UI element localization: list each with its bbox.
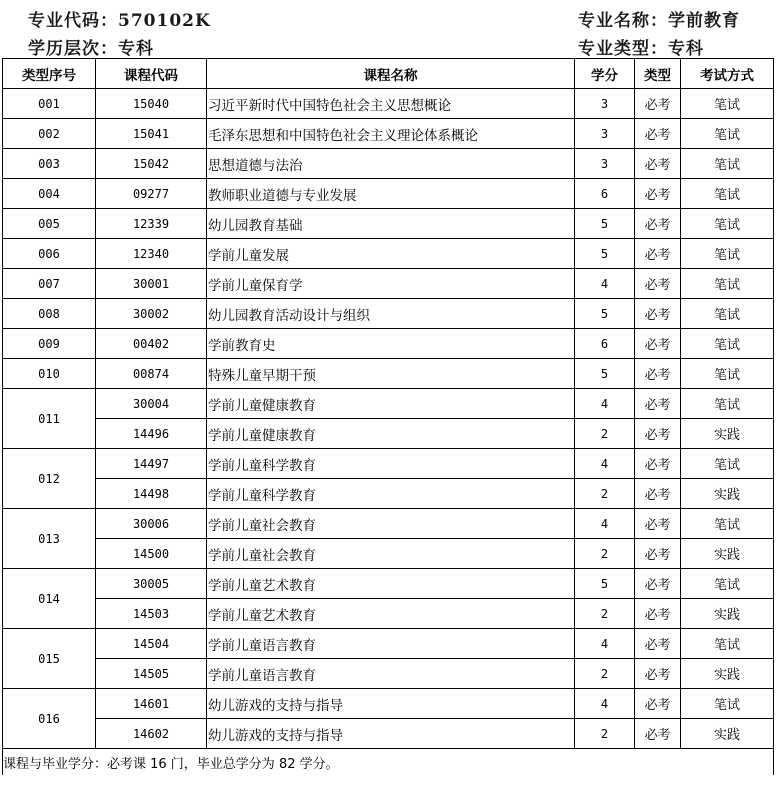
credit-cell: 3 — [575, 119, 635, 149]
credit-cell: 5 — [575, 299, 635, 329]
col-header-credit: 学分 — [575, 59, 635, 89]
exam-method-cell: 笔试 — [681, 569, 774, 599]
course-code-cell: 30006 — [96, 509, 207, 539]
course-type-cell: 必考 — [635, 269, 681, 299]
course-type-cell: 必考 — [635, 689, 681, 719]
course-name-cell: 学前儿童社会教育 — [207, 509, 575, 539]
course-name-cell: 学前儿童科学教育 — [207, 479, 575, 509]
credit-cell: 6 — [575, 179, 635, 209]
course-code-cell: 14497 — [96, 449, 207, 479]
course-type-cell: 必考 — [635, 149, 681, 179]
type-seq-cell: 005 — [3, 209, 96, 239]
credit-cell: 3 — [575, 89, 635, 119]
course-name-cell: 学前儿童健康教育 — [207, 419, 575, 449]
course-type-cell: 必考 — [635, 629, 681, 659]
course-code-cell: 12340 — [96, 239, 207, 269]
course-code-cell: 09277 — [96, 179, 207, 209]
course-name-cell: 思想道德与法治 — [207, 149, 575, 179]
type-seq-cell: 009 — [3, 329, 96, 359]
exam-method-cell: 笔试 — [681, 299, 774, 329]
course-name-cell: 特殊儿童早期干预 — [207, 359, 575, 389]
exam-method-cell: 笔试 — [681, 689, 774, 719]
type-seq-cell: 011 — [3, 389, 96, 449]
exam-method-cell: 实践 — [681, 419, 774, 449]
credit-cell: 5 — [575, 569, 635, 599]
exam-method-cell: 实践 — [681, 599, 774, 629]
course-code-cell: 14496 — [96, 419, 207, 449]
course-code-cell: 30005 — [96, 569, 207, 599]
type-seq-cell: 010 — [3, 359, 96, 389]
course-type-cell: 必考 — [635, 179, 681, 209]
course-name-cell: 学前儿童语言教育 — [207, 659, 575, 689]
course-code-cell: 14602 — [96, 719, 207, 749]
exam-method-cell: 实践 — [681, 719, 774, 749]
credit-cell: 3 — [575, 149, 635, 179]
exam-method-cell: 笔试 — [681, 449, 774, 479]
credit-cell: 2 — [575, 539, 635, 569]
credit-cell: 2 — [575, 719, 635, 749]
type-seq-cell: 003 — [3, 149, 96, 179]
type-seq-cell: 007 — [3, 269, 96, 299]
type-seq-cell: 001 — [3, 89, 96, 119]
graduation-credit-note: 课程与毕业学分：必考课 16 门，毕业总学分为 82 学分。 — [3, 749, 774, 776]
table-row — [3, 329, 774, 359]
exam-method-cell: 笔试 — [681, 119, 774, 149]
course-type-cell: 必考 — [635, 89, 681, 119]
course-type-cell: 必考 — [635, 659, 681, 689]
exam-method-cell: 笔试 — [681, 389, 774, 419]
type-seq-cell: 015 — [3, 629, 96, 689]
course-code-cell: 14498 — [96, 479, 207, 509]
credit-cell: 4 — [575, 629, 635, 659]
major-type: 专业类型：专科 — [578, 39, 704, 59]
credit-cell: 2 — [575, 479, 635, 509]
course-code-cell: 00402 — [96, 329, 207, 359]
course-type-cell: 必考 — [635, 449, 681, 479]
table-row — [3, 239, 774, 269]
exam-method-cell: 笔试 — [681, 329, 774, 359]
course-type-cell: 必考 — [635, 239, 681, 269]
table-row — [3, 449, 774, 479]
type-seq-cell: 012 — [3, 449, 96, 509]
table-row — [3, 299, 774, 329]
type-seq-cell: 014 — [3, 569, 96, 629]
course-name-cell: 学前儿童科学教育 — [207, 449, 575, 479]
course-code-cell: 00874 — [96, 359, 207, 389]
course-code-cell: 30001 — [96, 269, 207, 299]
course-name-cell: 学前儿童发展 — [207, 239, 575, 269]
table-row — [3, 479, 774, 509]
exam-method-cell: 实践 — [681, 479, 774, 509]
exam-method-cell: 实践 — [681, 539, 774, 569]
col-header-seq: 类型序号 — [3, 59, 96, 89]
credit-cell: 2 — [575, 659, 635, 689]
table-body — [3, 89, 774, 749]
type-seq-cell: 016 — [3, 689, 96, 749]
exam-method-cell: 笔试 — [681, 509, 774, 539]
table-row — [3, 149, 774, 179]
course-code-cell: 14601 — [96, 689, 207, 719]
major-code: 专业代码：570102K — [28, 11, 211, 31]
col-header-type: 类型 — [635, 59, 681, 89]
course-name-cell: 幼儿游戏的支持与指导 — [207, 719, 575, 749]
credit-cell: 4 — [575, 509, 635, 539]
course-name-cell: 学前儿童语言教育 — [207, 629, 575, 659]
course-name-cell: 学前儿童社会教育 — [207, 539, 575, 569]
exam-method-cell: 笔试 — [681, 89, 774, 119]
table-header-row — [3, 59, 774, 89]
table-row — [3, 359, 774, 389]
table-row — [3, 509, 774, 539]
credit-cell: 2 — [575, 599, 635, 629]
course-code-cell: 30004 — [96, 389, 207, 419]
course-type-cell: 必考 — [635, 329, 681, 359]
table-row — [3, 719, 774, 749]
table-row — [3, 689, 774, 719]
table-row — [3, 179, 774, 209]
course-code-cell: 15040 — [96, 89, 207, 119]
col-header-name: 课程名称 — [207, 59, 575, 89]
course-code-cell: 15041 — [96, 119, 207, 149]
course-type-cell: 必考 — [635, 479, 681, 509]
table-row — [3, 629, 774, 659]
credit-cell: 5 — [575, 239, 635, 269]
credit-cell: 5 — [575, 209, 635, 239]
col-header-exam: 考试方式 — [681, 59, 774, 89]
course-type-cell: 必考 — [635, 569, 681, 599]
exam-method-cell: 笔试 — [681, 359, 774, 389]
table-row — [3, 119, 774, 149]
course-code-cell: 14500 — [96, 539, 207, 569]
course-name-cell: 幼儿园教育基础 — [207, 209, 575, 239]
course-type-cell: 必考 — [635, 599, 681, 629]
table-row — [3, 419, 774, 449]
table-row — [3, 599, 774, 629]
course-table — [2, 58, 774, 775]
type-seq-cell: 008 — [3, 299, 96, 329]
exam-method-cell: 笔试 — [681, 209, 774, 239]
course-type-cell: 必考 — [635, 389, 681, 419]
course-code-cell: 30002 — [96, 299, 207, 329]
course-type-cell: 必考 — [635, 119, 681, 149]
credit-cell: 4 — [575, 689, 635, 719]
course-code-cell: 12339 — [96, 209, 207, 239]
course-name-cell: 学前教育史 — [207, 329, 575, 359]
course-type-cell: 必考 — [635, 359, 681, 389]
type-seq-cell: 013 — [3, 509, 96, 569]
table-row — [3, 389, 774, 419]
col-header-code: 课程代码 — [96, 59, 207, 89]
table-row — [3, 659, 774, 689]
credit-cell: 4 — [575, 449, 635, 479]
course-code-cell: 14504 — [96, 629, 207, 659]
course-name-cell: 教师职业道德与专业发展 — [207, 179, 575, 209]
course-code-cell: 15042 — [96, 149, 207, 179]
type-seq-cell: 006 — [3, 239, 96, 269]
exam-method-cell: 笔试 — [681, 269, 774, 299]
course-name-cell: 学前儿童艺术教育 — [207, 599, 575, 629]
course-type-cell: 必考 — [635, 299, 681, 329]
exam-method-cell: 实践 — [681, 659, 774, 689]
course-type-cell: 必考 — [635, 419, 681, 449]
exam-method-cell: 笔试 — [681, 239, 774, 269]
table-row — [3, 539, 774, 569]
credit-cell: 6 — [575, 329, 635, 359]
credit-cell: 4 — [575, 389, 635, 419]
table-row — [3, 89, 774, 119]
course-type-cell: 必考 — [635, 719, 681, 749]
course-type-cell: 必考 — [635, 209, 681, 239]
exam-method-cell: 笔试 — [681, 629, 774, 659]
credit-cell: 5 — [575, 359, 635, 389]
course-code-cell: 14505 — [96, 659, 207, 689]
course-name-cell: 学前儿童艺术教育 — [207, 569, 575, 599]
education-level: 学历层次：专科 — [28, 39, 154, 59]
exam-method-cell: 笔试 — [681, 149, 774, 179]
exam-method-cell: 笔试 — [681, 179, 774, 209]
table-row — [3, 209, 774, 239]
course-name-cell: 幼儿游戏的支持与指导 — [207, 689, 575, 719]
course-type-cell: 必考 — [635, 509, 681, 539]
course-code-cell: 14503 — [96, 599, 207, 629]
table-row — [3, 269, 774, 299]
course-name-cell: 学前儿童健康教育 — [207, 389, 575, 419]
footer-row — [3, 749, 774, 776]
course-type-cell: 必考 — [635, 539, 681, 569]
course-name-cell: 学前儿童保育学 — [207, 269, 575, 299]
type-seq-cell: 004 — [3, 179, 96, 209]
credit-cell: 4 — [575, 269, 635, 299]
course-name-cell: 习近平新时代中国特色社会主义思想概论 — [207, 89, 575, 119]
table-row — [3, 569, 774, 599]
credit-cell: 2 — [575, 419, 635, 449]
course-name-cell: 毛泽东思想和中国特色社会主义理论体系概论 — [207, 119, 575, 149]
type-seq-cell: 002 — [3, 119, 96, 149]
major-name: 专业名称：学前教育 — [578, 11, 740, 31]
course-name-cell: 幼儿园教育活动设计与组织 — [207, 299, 575, 329]
